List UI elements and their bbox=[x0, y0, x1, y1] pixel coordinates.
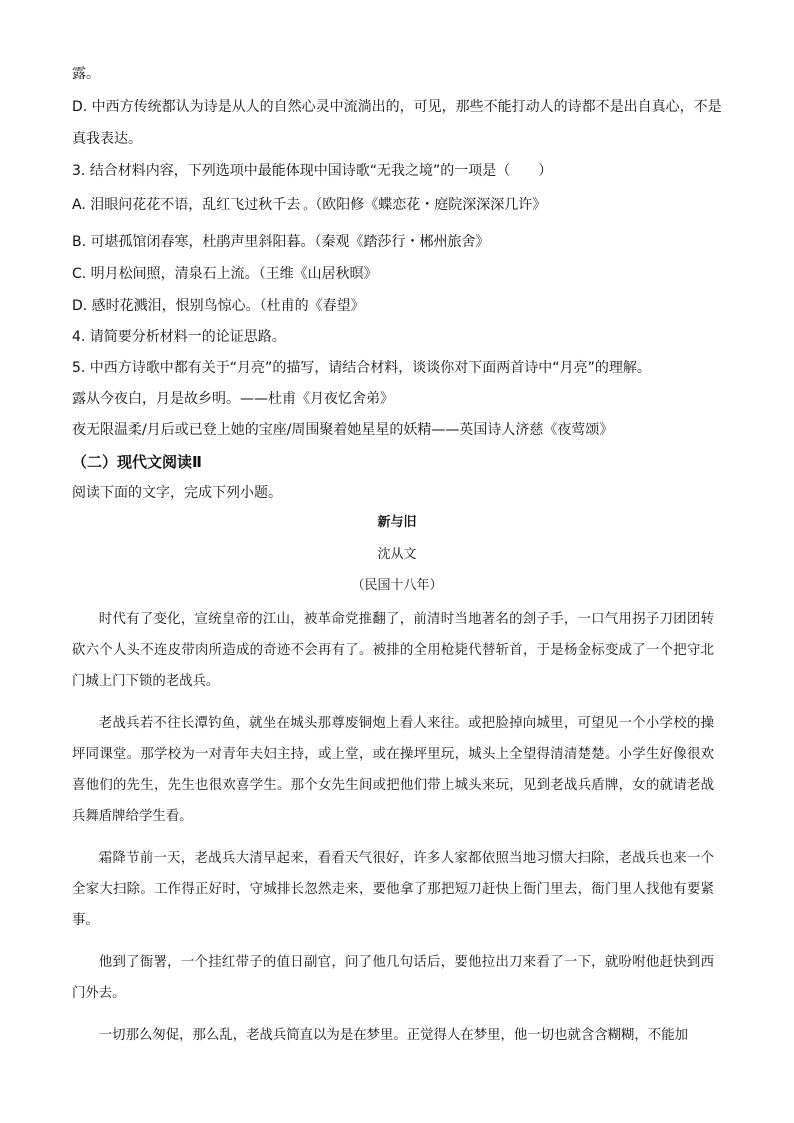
material-line-dew: 露。 bbox=[72, 66, 100, 82]
story-paragraph: 霜降节前一天，老战兵大清早起来，看看天气很好，许多人家都依照当地习惯大扫除，老战兵也来一个全家大扫除。工作得正好时，守城排长忽然走来，要他拿了那把短刀赶快上衙门里去，衙门里人找他有要紧事。 bbox=[72, 851, 714, 928]
story-paragraph: 老战兵若不往长潭钓鱼，就坐在城头那尊废铜炮上看人来往。或把脸掉向城里，可望见一个小学校的操坪同课堂。那学校为一对青年夫妇主持，或上堂，或在操坪里玩，城头上全望得清清楚楚。小学生好像很欢喜他们的先生，先生也很欢喜学生。那个女先生间或把他们带上城头来玩，见到老战兵盾牌，女的就请老战兵舞盾牌给学生看。 bbox=[72, 716, 714, 824]
story-paragraph: 时代有了变化，宣统皇帝的江山，被革命党推翻了，前清时当地著名的刽子手，一口气用拐子刀团团转砍六个人头不连皮带肉所造成的奇迹不会再有了。被排的全用枪毙代替斩首，于是杨金标变成了一个把守北门城上门下锁的老战兵。 bbox=[72, 612, 714, 689]
option-a-mark: 。 bbox=[303, 198, 316, 212]
section2-instruction: 阅读下面的文字，完成下列小题。 bbox=[72, 485, 282, 501]
question4-stem: 4. 请简要分析材料一的论证思路。 bbox=[72, 329, 286, 345]
option-a-source: （欧阳修《蝶恋花・庭院深深深几许》 bbox=[315, 197, 547, 213]
story-paragraph: 他到了衙署，一个挂红带子的值日副官，问了他几句话后，要他拉出刀来看了一下，就吩咐他赶快到西门外去。 bbox=[72, 955, 714, 1001]
option-a-text: A. 泪眼问花花不语，乱红飞过秋千去 bbox=[72, 197, 301, 213]
story-title: 新与旧 bbox=[377, 515, 417, 530]
material-option-d-line2: 真我表达。 bbox=[72, 131, 142, 147]
story-date: （民国十八年） bbox=[351, 578, 443, 593]
section2-heading: （二）现代文阅读Ⅱ bbox=[72, 453, 202, 471]
story-author: 沈从文 bbox=[377, 547, 417, 562]
story-paragraph: 一切那么匆促，那么乱，老战兵简直以为是在梦里。正觉得人在梦里，他一切也就含含糊糊，不能加 bbox=[98, 1028, 688, 1043]
question3-option-c: C. 明月松间照，清泉石上流。（王维《山居秋暝》 bbox=[72, 266, 378, 282]
question3-option-b: B. 可堪孤馆闭春寒，杜鹃声里斜阳暮。（秦观《踏莎行・郴州旅舍》 bbox=[72, 234, 490, 250]
question3-option-a bbox=[72, 195, 732, 215]
story-body bbox=[72, 604, 714, 1062]
question3-stem: 3. 结合材料内容，下列选项中最能体现中国诗歌“无我之境”的一项是（ ） bbox=[72, 163, 553, 179]
question5-poem1: 露从今夜白，月是故乡明。——杜甫《月夜忆舍弟》 bbox=[72, 391, 394, 407]
question3-option-d: D. 感时花溅泪，恨别鸟惊心。（杜甫的《春望》 bbox=[72, 298, 365, 314]
question5-poem2: 夜无限温柔/月后或已登上她的宝座/周围聚着她星星的妖精——英国诗人济慈《夜莺颂》 bbox=[72, 422, 614, 438]
question5-stem: 5. 中西方诗歌中都有关于“月亮”的描写，请结合材料，谈谈你对下面两首诗中“月亮”的理解。 bbox=[72, 360, 651, 376]
material-option-d-line1: D. 中西方传统都认为诗是从人的自然心灵中流淌出的，可见，那些不能打动人的诗都不是出自真心，不是 bbox=[72, 99, 722, 115]
